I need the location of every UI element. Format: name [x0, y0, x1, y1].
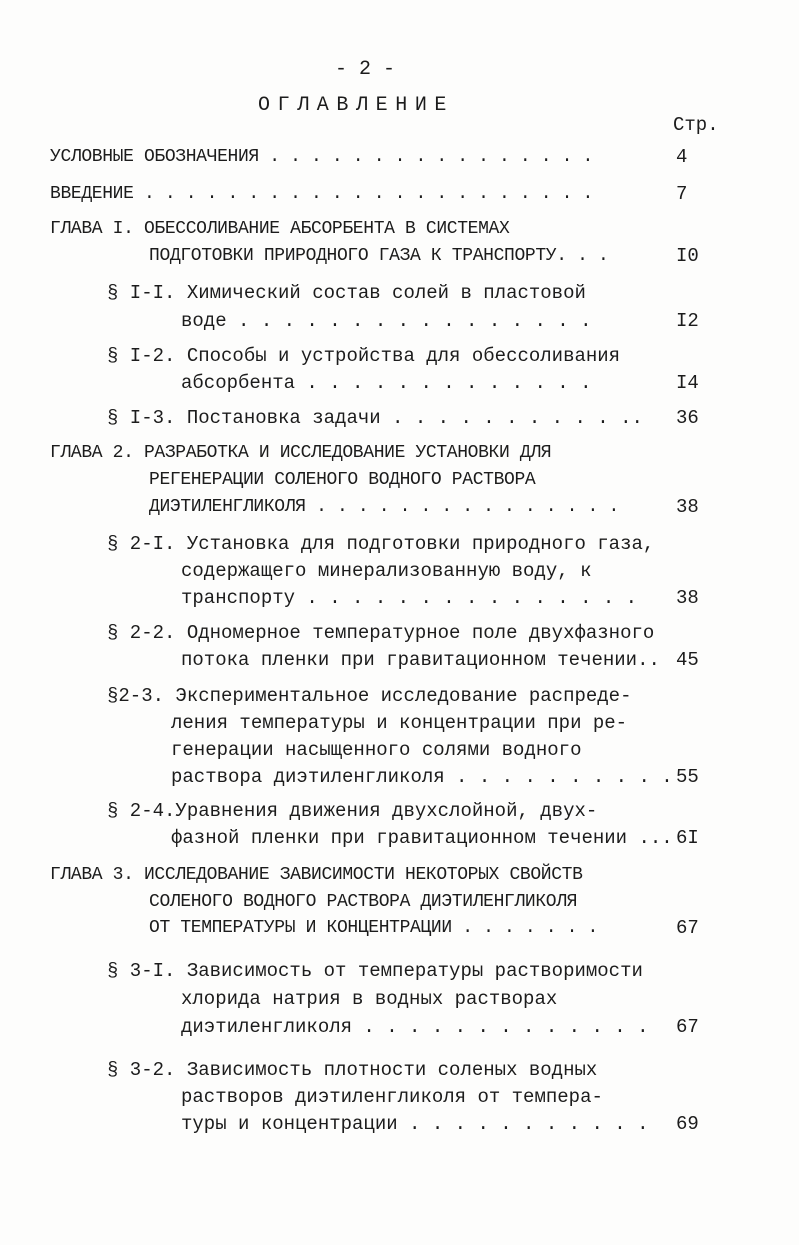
- toc-chapter-line: ГЛАВА 3. ИССЛЕДОВАНИЕ ЗАВИСИМОСТИ НЕКОТОРЫХ СВОЙСТВ: [50, 865, 583, 885]
- toc-chapter-line: РЕГЕНЕРАЦИИ СОЛЕНОГО ВОДНОГО РАСТВОРА: [149, 470, 536, 490]
- toc-page-number: 7: [676, 183, 688, 205]
- toc-section-line: генерации насыщенного солями водного: [171, 739, 582, 761]
- toc-section-line: содержащего минерализованную воду, к: [181, 560, 592, 582]
- page-column-header: Стр.: [673, 114, 719, 136]
- toc-section-line: растворов диэтиленгликоля от темпера-: [181, 1086, 603, 1108]
- toc-page-number: I0: [676, 245, 699, 267]
- toc-section-line: § 2-I. Установка для подготовки природного газа,: [107, 533, 655, 555]
- toc-section-line: туры и концентрации . . . . . . . . . . .: [181, 1113, 649, 1135]
- toc-section-line: абсорбента . . . . . . . . . . . . .: [181, 372, 592, 394]
- toc-line: УСЛОВНЫЕ ОБОЗНАЧЕНИЯ . . . . . . . . . . . . . . . .: [50, 147, 593, 167]
- toc-section-line: § I-3. Постановка задачи . . . . . . . . . . ..: [107, 407, 643, 429]
- toc-section-line: диэтиленгликоля . . . . . . . . . . . . .: [181, 1016, 649, 1038]
- toc-page-number: 6I: [676, 827, 699, 849]
- toc-page-number: 69: [676, 1113, 699, 1135]
- toc-line: ВВЕДЕНИЕ . . . . . . . . . . . . . . . . . . . . . .: [50, 184, 593, 204]
- toc-section-line: § 2-4.Уравнения движения двухслойной, двух-: [107, 800, 598, 822]
- toc-section-line: § 3-2. Зависимость плотности соленых водных: [107, 1059, 598, 1081]
- toc-section-line: § I-2. Способы и устройства для обессоливания: [107, 345, 621, 367]
- toc-section-line: потока пленки при гравитационном течении..: [181, 649, 660, 671]
- toc-page-number: 4: [676, 146, 688, 168]
- toc-page-number: 38: [676, 587, 699, 609]
- page-number: - 2 -: [335, 58, 396, 81]
- toc-section-line: § 2-2. Одномерное температурное поле двухфазного: [107, 622, 655, 644]
- toc-section-line: транспорту . . . . . . . . . . . . . . .: [181, 587, 638, 609]
- toc-page-number: 55: [676, 766, 699, 788]
- toc-section-line: фазной пленки при гравитационном течении ...: [171, 827, 673, 849]
- toc-page-number: 38: [676, 496, 699, 518]
- toc-section-line: раствора диэтиленгликоля . . . . . . . . . .: [171, 766, 673, 788]
- toc-page-number: 67: [676, 917, 699, 939]
- page-title: ОГЛАВЛЕНИЕ: [258, 94, 455, 117]
- toc-chapter-line: ГЛАВА 2. РАЗРАБОТКА И ИССЛЕДОВАНИЕ УСТАНОВКИ ДЛЯ: [50, 443, 552, 463]
- toc-section-line: § I-I. Химический состав солей в пластовой: [107, 282, 586, 304]
- toc-chapter-line: ГЛАВА I. ОБЕССОЛИВАНИЕ АБСОРБЕНТА В СИСТЕМАХ: [50, 219, 510, 239]
- toc-section-line: §2-3. Экспериментальное исследование распреде-: [107, 685, 632, 707]
- toc-section-line: хлорида натрия в водных растворах: [181, 988, 558, 1010]
- toc-section-line: воде . . . . . . . . . . . . . . . .: [181, 310, 592, 332]
- toc-section-line: § 3-I. Зависимость от температуры растворимости: [107, 960, 643, 982]
- toc-chapter-line: ОТ ТЕМПЕРАТУРЫ И КОНЦЕНТРАЦИИ . . . . . . .: [149, 918, 598, 938]
- toc-chapter-line: ДИЭТИЛЕНГЛИКОЛЯ . . . . . . . . . . . . . . .: [149, 497, 619, 517]
- toc-chapter-line: ПОДГОТОВКИ ПРИРОДНОГО ГАЗА К ТРАНСПОРТУ. . .: [149, 246, 609, 266]
- toc-section-line: ления температуры и концентрации при ре-: [171, 712, 628, 734]
- toc-chapter-line: СОЛЕНОГО ВОДНОГО РАСТВОРА ДИЭТИЛЕНГЛИКОЛЯ: [149, 892, 578, 912]
- toc-page-number: I2: [676, 310, 699, 332]
- toc-page-number: I4: [676, 372, 699, 394]
- toc-page-number: 36: [676, 407, 699, 429]
- toc-page-number: 67: [676, 1016, 699, 1038]
- toc-page-number: 45: [676, 649, 699, 671]
